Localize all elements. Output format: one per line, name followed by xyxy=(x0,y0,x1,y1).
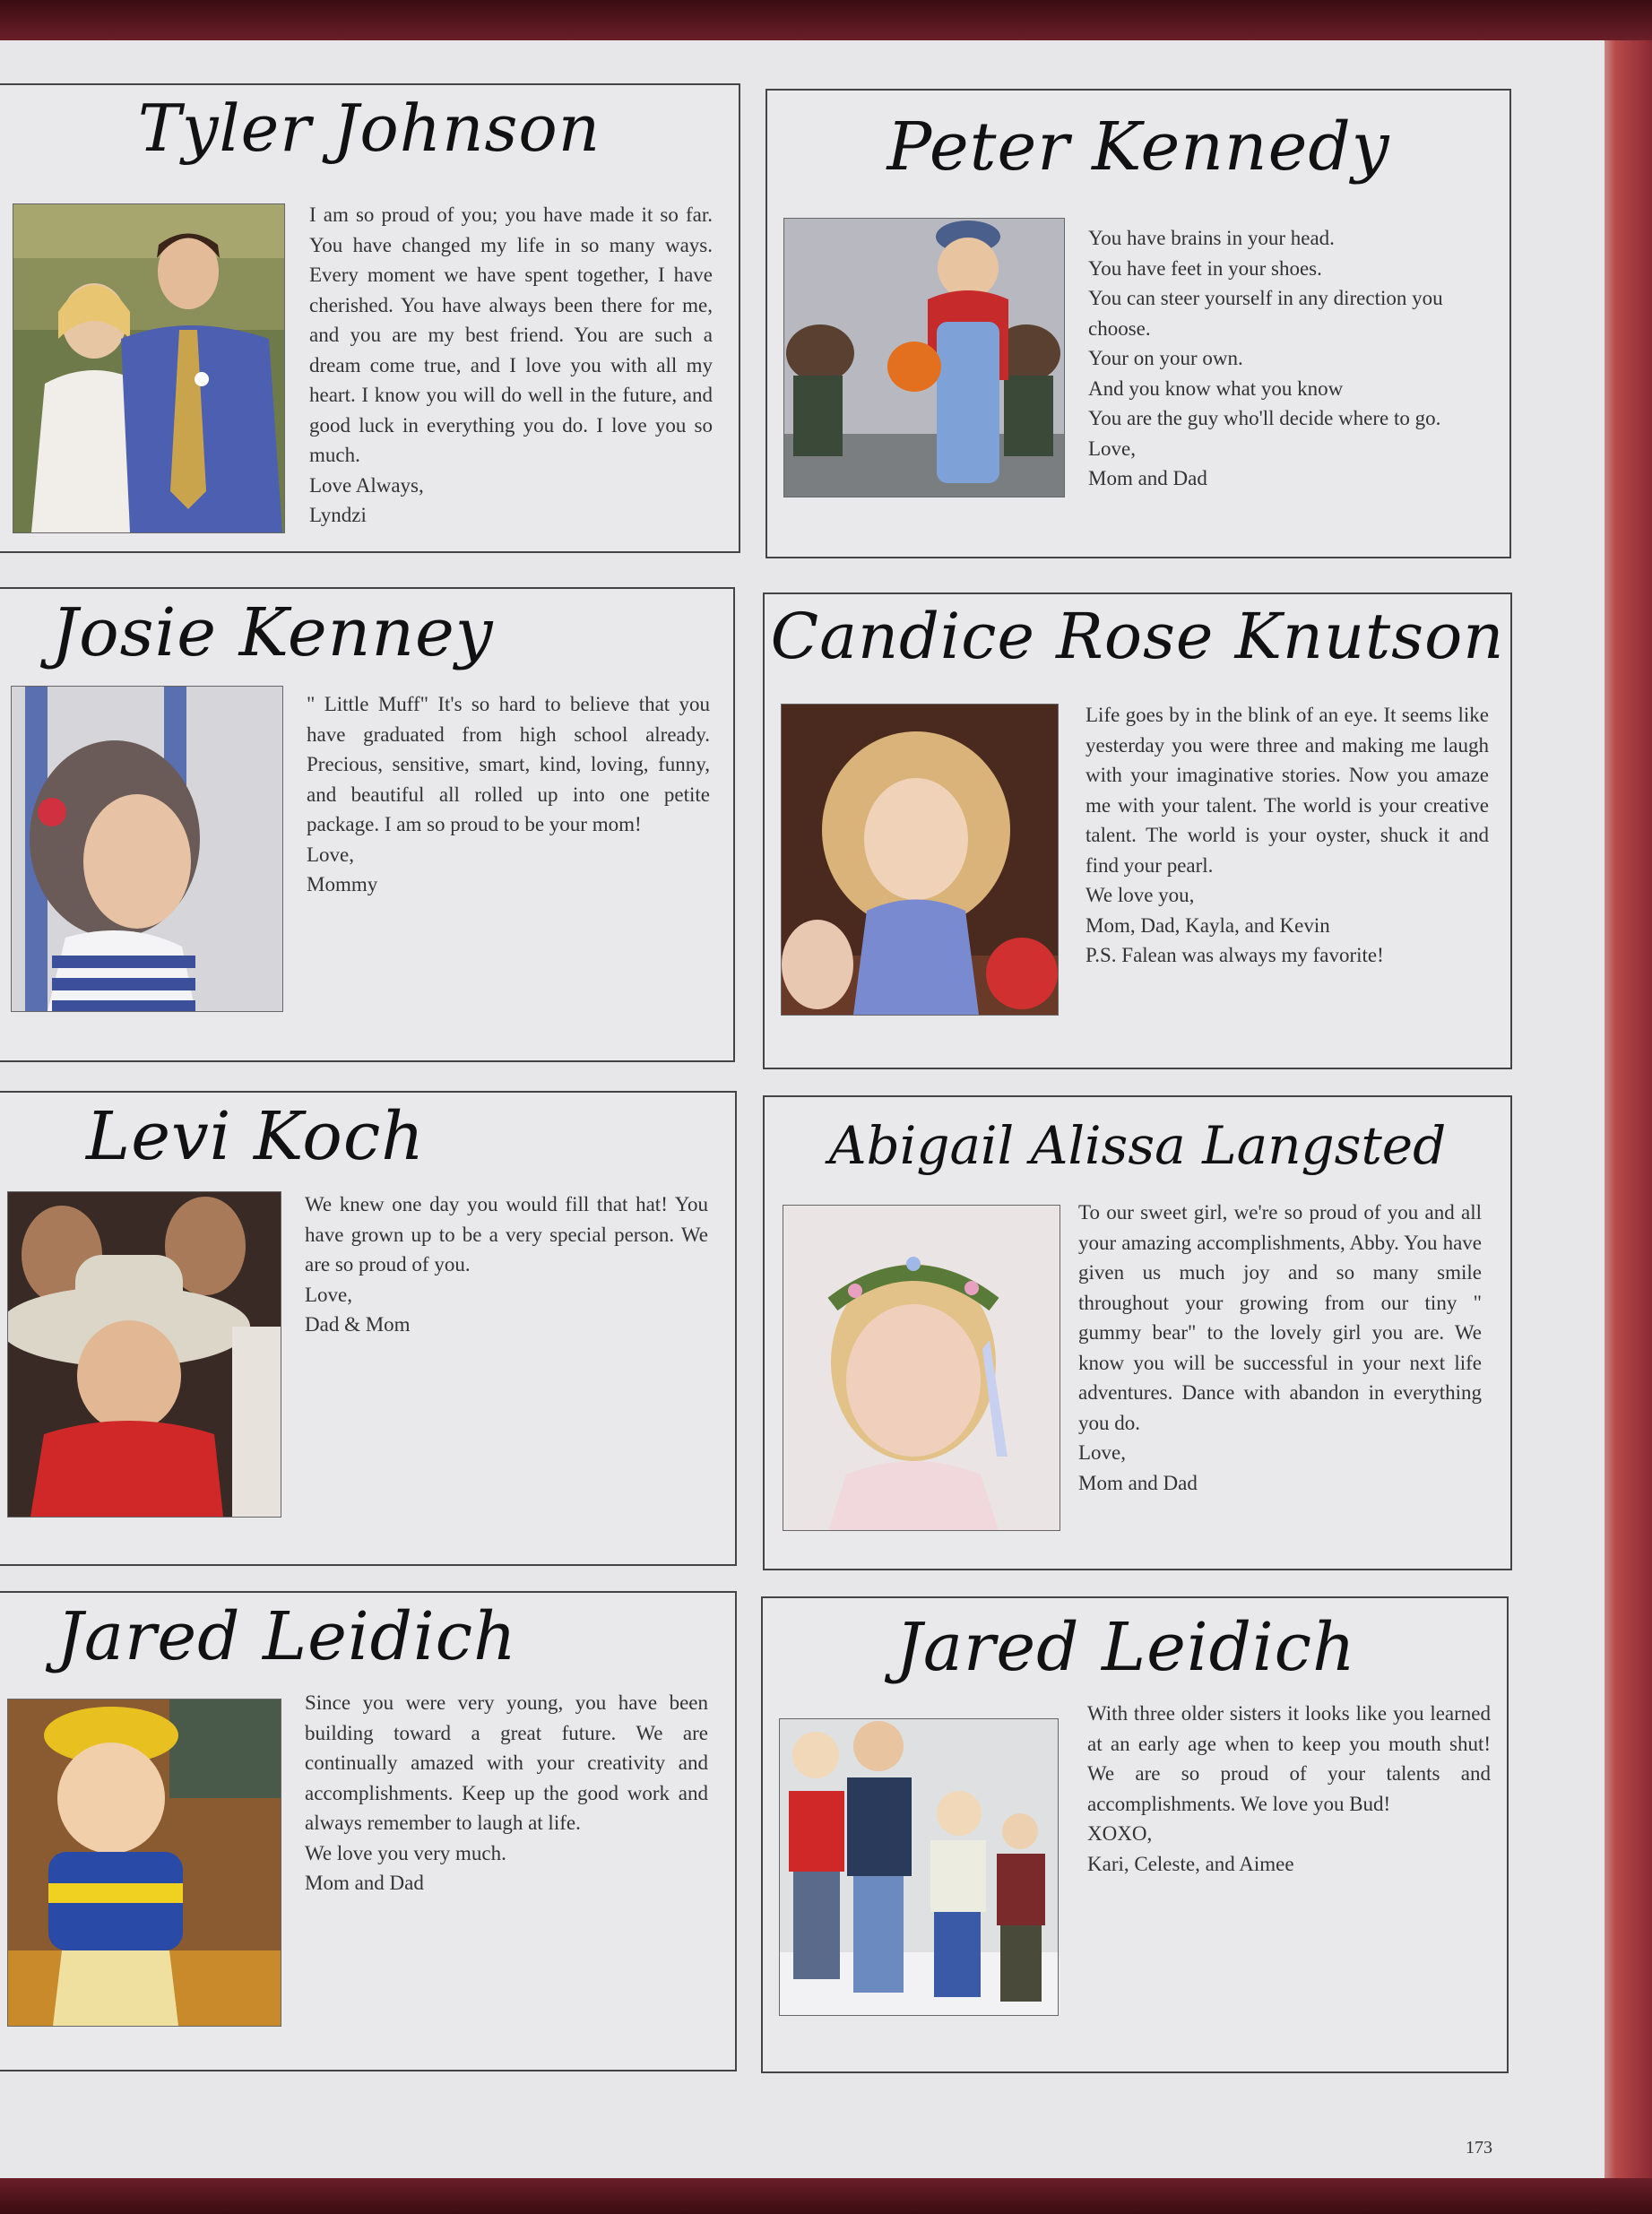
ad-name: Tyler Johnson xyxy=(137,91,601,166)
photo-four-siblings xyxy=(779,1718,1059,2016)
ad-message xyxy=(1087,1699,1491,1879)
message-paragraph: Life goes by in the blink of an eye. It seems like yesterday you were three and making me laugh with your imaginative stories. Now you amaze me with your talent. The world is your creative talent. The world is your oyster, shuck it and find your pearl. xyxy=(1085,704,1489,877)
message-paragraph: With three older sisters it looks like you learned at an early age when to keep you mouth shut! We are so proud of your talents and accomplishments. We love you Bud! xyxy=(1087,1702,1491,1815)
ad-message xyxy=(309,200,713,531)
message-paragraph: To our sweet girl, we're so proud of you and all your amazing accomplishments, Abby. You have given us much joy and so many smile throughout your growing from our tiny " gummy bear" to the lovely girl you are. We know you will be successful in your next life adventures. Dance with abandon in everything you do. xyxy=(1078,1201,1482,1434)
ad-card-jared-leidich-sisters xyxy=(761,1596,1509,2073)
photo-baby-flower-crown xyxy=(783,1205,1060,1531)
message-signature: Kari, Celeste, and Aimee xyxy=(1087,1852,1294,1875)
ad-card-tyler-johnson xyxy=(0,83,740,553)
ad-card-josie-kenney xyxy=(0,587,735,1062)
binding-bottom xyxy=(0,2178,1652,2214)
message-paragraph: I am so proud of you; you have made it so far. You have changed my life in so many ways. Every moment we have spent together, I have cherished. You have always been there for me, and you are my best friend. You are such a dream come true, and I love you with all my heart. I know you will do well in the future, and good luck in everything you do. I love you so much. xyxy=(309,203,713,466)
message-line: And you know what you know xyxy=(1088,376,1344,400)
page-number: 173 xyxy=(1466,2138,1492,2158)
message-closing: We love you, xyxy=(1085,884,1195,906)
message-signature: Dad & Mom xyxy=(305,1313,411,1336)
photo-image xyxy=(784,219,1064,497)
message-signature: Mom, Dad, Kayla, and Kevin xyxy=(1085,913,1330,937)
photo-image xyxy=(780,1719,1058,2015)
ad-message xyxy=(307,689,710,900)
photo-couple xyxy=(13,203,285,533)
message-line: You have feet in your shoes. xyxy=(1088,256,1322,280)
message-line: You are the guy who'll decide where to go. xyxy=(1088,407,1441,429)
ad-name: Jared Leidich xyxy=(895,1609,1356,1686)
message-closing: Love Always, xyxy=(309,473,424,497)
message-line: You have brains in your head. xyxy=(1088,227,1335,249)
message-postscript: P.S. Falean was always my favorite! xyxy=(1085,944,1384,966)
ad-name: Abigail Alissa Langsted xyxy=(828,1115,1447,1176)
photo-toddler-girl xyxy=(11,686,283,1012)
ad-card-peter-kennedy xyxy=(765,89,1511,558)
photo-boy-cowboy-hat xyxy=(7,1191,281,1518)
photo-image xyxy=(8,1192,281,1517)
binding-top xyxy=(0,0,1652,40)
message-paragraph: " Little Muff" It's so hard to believe that you have graduated from high school already. Precious, sensitive, smart, kind, loving, funny, and beautiful all rolled up into one petite package. I am so proud to be your mom! xyxy=(307,693,710,835)
photo-image xyxy=(782,705,1058,1015)
message-signature: Lyndzi xyxy=(309,504,367,526)
ad-name: Josie Kenney xyxy=(51,594,494,671)
photo-image xyxy=(12,687,282,1011)
ad-card-jared-leidich-parents xyxy=(0,1591,737,2071)
ad-card-levi-koch xyxy=(0,1091,737,1566)
photo-toddler-hard-hat xyxy=(7,1699,281,2027)
photo-curly-girl xyxy=(781,704,1059,1016)
ad-message xyxy=(1078,1198,1482,1498)
message-signature: Mommy xyxy=(307,873,378,895)
yearbook-page xyxy=(0,40,1604,2178)
message-paragraph: Since you were very young, you have been building toward a great future. We are continually amazed with your creativity and accomplishments. Keep up the good work and always remember to laugh at life. xyxy=(305,1691,708,1834)
message-closing: We love you very much. xyxy=(305,1841,506,1864)
ad-name: Levi Koch xyxy=(86,1098,425,1175)
photo-child-halloween xyxy=(783,218,1065,497)
ad-message xyxy=(1088,223,1492,494)
message-line: You can steer yourself in any direction you choose. xyxy=(1088,287,1443,340)
ad-card-abigail-alissa-langsted xyxy=(763,1095,1512,1570)
ad-message xyxy=(1085,700,1489,971)
message-paragraph: We knew one day you would fill that hat! You have grown up to be a very special person. We are so proud of you. xyxy=(305,1193,708,1276)
message-signature: Mom and Dad xyxy=(305,1872,424,1894)
ad-message xyxy=(305,1189,708,1340)
ad-name: Peter Kennedy xyxy=(887,108,1390,186)
photo-image xyxy=(8,1699,281,2026)
ad-name: Jared Leidich xyxy=(56,1598,517,1675)
message-closing: XOXO, xyxy=(1087,1822,1153,1845)
ad-card-candice-rose-knutson xyxy=(763,592,1512,1069)
ad-message xyxy=(305,1688,708,1898)
message-closing: Love, xyxy=(305,1283,353,1306)
message-closing: Love, xyxy=(1078,1441,1127,1464)
message-closing: Love, xyxy=(307,843,355,866)
message-line: Your on your own. xyxy=(1088,347,1243,369)
photo-image xyxy=(13,204,284,532)
photo-image xyxy=(783,1206,1060,1530)
message-closing: Love, xyxy=(1088,437,1137,460)
message-signature: Mom and Dad xyxy=(1078,1471,1198,1494)
ad-name: Candice Rose Knutson xyxy=(770,600,1505,673)
message-signature: Mom and Dad xyxy=(1088,467,1207,489)
